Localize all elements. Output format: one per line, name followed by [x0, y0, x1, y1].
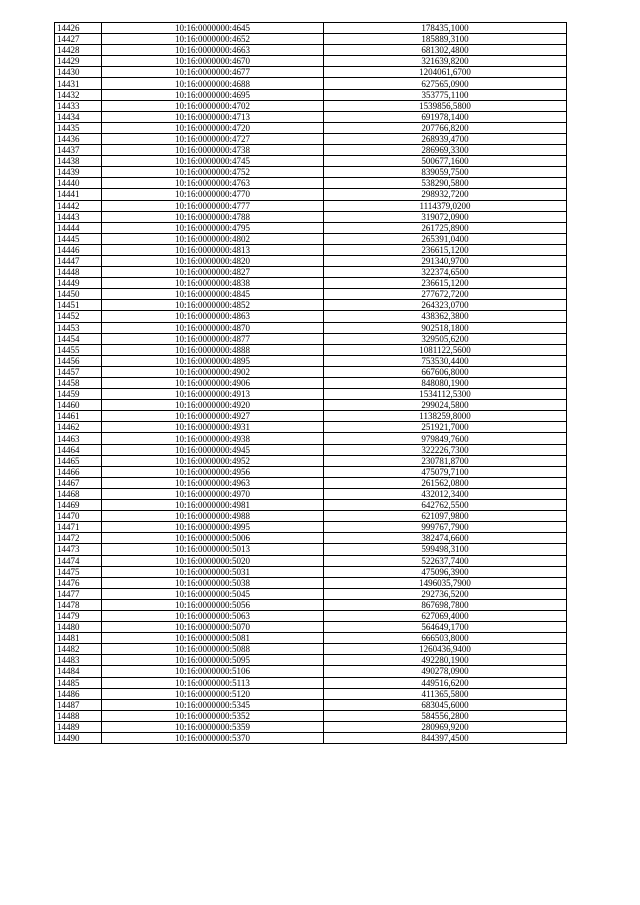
row-number-cell: 14436 — [55, 133, 102, 144]
row-number-cell: 14449 — [55, 278, 102, 289]
table-row — [55, 444, 567, 455]
row-number-cell: 14469 — [55, 500, 102, 511]
value-cell: 432012,3400 — [324, 488, 567, 499]
cadastral-number-cell: 10:16:0000000:4738 — [102, 145, 324, 156]
row-number-cell: 14472 — [55, 533, 102, 544]
cadastral-number-cell: 10:16:0000000:4695 — [102, 89, 324, 100]
row-number-cell: 14442 — [55, 200, 102, 211]
cadastral-number-cell: 10:16:0000000:4663 — [102, 45, 324, 56]
value-cell: 492280,1900 — [324, 655, 567, 666]
cadastral-number-cell: 10:16:0000000:4913 — [102, 389, 324, 400]
value-cell: 438362,3800 — [324, 311, 567, 322]
row-number-cell: 14447 — [55, 255, 102, 266]
table-row — [55, 389, 567, 400]
cadastral-number-cell: 10:16:0000000:5038 — [102, 577, 324, 588]
cadastral-number-cell: 10:16:0000000:4813 — [102, 244, 324, 255]
value-cell: 277672,7200 — [324, 289, 567, 300]
cadastral-number-cell: 10:16:0000000:5063 — [102, 610, 324, 621]
table-row — [55, 677, 567, 688]
table-row — [55, 255, 567, 266]
cadastral-number-cell: 10:16:0000000:4652 — [102, 34, 324, 45]
row-number-cell: 14470 — [55, 511, 102, 522]
table-row — [55, 34, 567, 45]
value-cell: 1534112,5300 — [324, 389, 567, 400]
value-cell: 999767,7900 — [324, 522, 567, 533]
value-cell: 867698,7800 — [324, 599, 567, 610]
cadastral-number-cell: 10:16:0000000:5045 — [102, 588, 324, 599]
row-number-cell: 14437 — [55, 145, 102, 156]
table-row — [55, 466, 567, 477]
cadastral-number-cell: 10:16:0000000:4802 — [102, 233, 324, 244]
value-cell: 353775,1100 — [324, 89, 567, 100]
row-number-cell: 14479 — [55, 610, 102, 621]
cadastral-number-cell: 10:16:0000000:4720 — [102, 122, 324, 133]
value-cell: 839059,7500 — [324, 167, 567, 178]
value-cell: 500677,1600 — [324, 156, 567, 167]
row-number-cell: 14457 — [55, 366, 102, 377]
value-cell: 902518,1800 — [324, 322, 567, 333]
value-cell: 522637,7400 — [324, 555, 567, 566]
cadastral-number-cell: 10:16:0000000:4906 — [102, 378, 324, 389]
cadastral-number-cell: 10:16:0000000:4956 — [102, 466, 324, 477]
cadastral-number-cell: 10:16:0000000:4713 — [102, 111, 324, 122]
row-number-cell: 14458 — [55, 378, 102, 389]
table-row — [55, 699, 567, 710]
cadastral-number-cell: 10:16:0000000:5070 — [102, 622, 324, 633]
row-number-cell: 14430 — [55, 67, 102, 78]
table-body — [55, 23, 567, 744]
table-row — [55, 477, 567, 488]
cadastral-number-cell: 10:16:0000000:4788 — [102, 211, 324, 222]
value-cell: 286969,3300 — [324, 145, 567, 156]
table-row — [55, 211, 567, 222]
table-row — [55, 244, 567, 255]
table-row — [55, 500, 567, 511]
table-row — [55, 633, 567, 644]
cadastral-number-cell: 10:16:0000000:5120 — [102, 688, 324, 699]
data-table — [54, 22, 567, 744]
row-number-cell: 14460 — [55, 400, 102, 411]
cadastral-number-cell: 10:16:0000000:5095 — [102, 655, 324, 666]
cadastral-number-cell: 10:16:0000000:5013 — [102, 544, 324, 555]
table-row — [55, 156, 567, 167]
row-number-cell: 14467 — [55, 477, 102, 488]
row-number-cell: 14483 — [55, 655, 102, 666]
value-cell: 321639,8200 — [324, 56, 567, 67]
row-number-cell: 14455 — [55, 344, 102, 355]
cadastral-number-cell: 10:16:0000000:4970 — [102, 488, 324, 499]
table-row — [55, 577, 567, 588]
value-cell: 261725,8900 — [324, 222, 567, 233]
row-number-cell: 14432 — [55, 89, 102, 100]
row-number-cell: 14439 — [55, 167, 102, 178]
value-cell: 298932,7200 — [324, 189, 567, 200]
table-row — [55, 688, 567, 699]
table-row — [55, 644, 567, 655]
table-row — [55, 189, 567, 200]
table-row — [55, 178, 567, 189]
cadastral-number-cell: 10:16:0000000:5113 — [102, 677, 324, 688]
table-row — [55, 322, 567, 333]
row-number-cell: 14451 — [55, 300, 102, 311]
row-number-cell: 14490 — [55, 733, 102, 744]
table-row — [55, 233, 567, 244]
row-number-cell: 14489 — [55, 721, 102, 732]
value-cell: 1496035,7900 — [324, 577, 567, 588]
cadastral-number-cell: 10:16:0000000:4902 — [102, 366, 324, 377]
table-row — [55, 599, 567, 610]
cadastral-number-cell: 10:16:0000000:4820 — [102, 255, 324, 266]
row-number-cell: 14446 — [55, 244, 102, 255]
cadastral-number-cell: 10:16:0000000:4863 — [102, 311, 324, 322]
table-row — [55, 733, 567, 744]
cadastral-number-cell: 10:16:0000000:4995 — [102, 522, 324, 533]
value-cell: 627565,0900 — [324, 78, 567, 89]
value-cell: 753530,4400 — [324, 355, 567, 366]
cadastral-number-cell: 10:16:0000000:4988 — [102, 511, 324, 522]
table-row — [55, 400, 567, 411]
row-number-cell: 14461 — [55, 411, 102, 422]
row-number-cell: 14488 — [55, 710, 102, 721]
value-cell: 627069,4000 — [324, 610, 567, 621]
value-cell: 1114379,0200 — [324, 200, 567, 211]
value-cell: 280969,9200 — [324, 721, 567, 732]
table-row — [55, 566, 567, 577]
row-number-cell: 14473 — [55, 544, 102, 555]
table-row — [55, 222, 567, 233]
cadastral-number-cell: 10:16:0000000:4963 — [102, 477, 324, 488]
value-cell: 268939,4700 — [324, 133, 567, 144]
value-cell: 236615,1200 — [324, 244, 567, 255]
cadastral-number-cell: 10:16:0000000:4763 — [102, 178, 324, 189]
row-number-cell: 14431 — [55, 78, 102, 89]
row-number-cell: 14454 — [55, 333, 102, 344]
table-row — [55, 511, 567, 522]
row-number-cell: 14466 — [55, 466, 102, 477]
cadastral-number-cell: 10:16:0000000:4931 — [102, 422, 324, 433]
table-row — [55, 422, 567, 433]
row-number-cell: 14426 — [55, 23, 102, 34]
value-cell: 449516,6200 — [324, 677, 567, 688]
table-row — [55, 289, 567, 300]
cadastral-number-cell: 10:16:0000000:4688 — [102, 78, 324, 89]
value-cell: 207766,8200 — [324, 122, 567, 133]
row-number-cell: 14464 — [55, 444, 102, 455]
value-cell: 382474,6600 — [324, 533, 567, 544]
table-row — [55, 344, 567, 355]
table-row — [55, 23, 567, 34]
row-number-cell: 14478 — [55, 599, 102, 610]
table-row — [55, 122, 567, 133]
table-row — [55, 78, 567, 89]
cadastral-number-cell: 10:16:0000000:4981 — [102, 500, 324, 511]
row-number-cell: 14440 — [55, 178, 102, 189]
cadastral-number-cell: 10:16:0000000:4895 — [102, 355, 324, 366]
row-number-cell: 14450 — [55, 289, 102, 300]
table-row — [55, 533, 567, 544]
value-cell: 475096,3900 — [324, 566, 567, 577]
table-row — [55, 721, 567, 732]
row-number-cell: 14468 — [55, 488, 102, 499]
cadastral-number-cell: 10:16:0000000:4888 — [102, 344, 324, 355]
value-cell: 681302,4800 — [324, 45, 567, 56]
row-number-cell: 14452 — [55, 311, 102, 322]
row-number-cell: 14485 — [55, 677, 102, 688]
value-cell: 667606,8000 — [324, 366, 567, 377]
table-row — [55, 488, 567, 499]
value-cell: 322226,7300 — [324, 444, 567, 455]
cadastral-number-cell: 10:16:0000000:4938 — [102, 433, 324, 444]
table-row — [55, 666, 567, 677]
row-number-cell: 14482 — [55, 644, 102, 655]
cadastral-number-cell: 10:16:0000000:4777 — [102, 200, 324, 211]
table-row — [55, 555, 567, 566]
row-number-cell: 14443 — [55, 211, 102, 222]
cadastral-number-cell: 10:16:0000000:5359 — [102, 721, 324, 732]
cadastral-number-cell: 10:16:0000000:4920 — [102, 400, 324, 411]
cadastral-number-cell: 10:16:0000000:4677 — [102, 67, 324, 78]
value-cell: 621097,9800 — [324, 511, 567, 522]
value-cell: 1260436,9400 — [324, 644, 567, 655]
row-number-cell: 14487 — [55, 699, 102, 710]
cadastral-number-cell: 10:16:0000000:4645 — [102, 23, 324, 34]
value-cell: 329505,6200 — [324, 333, 567, 344]
table-row — [55, 366, 567, 377]
cadastral-number-cell: 10:16:0000000:4702 — [102, 100, 324, 111]
table-row — [55, 333, 567, 344]
table-row — [55, 610, 567, 621]
table-row — [55, 455, 567, 466]
row-number-cell: 14474 — [55, 555, 102, 566]
value-cell: 261562,0800 — [324, 477, 567, 488]
cadastral-number-cell: 10:16:0000000:5088 — [102, 644, 324, 655]
row-number-cell: 14427 — [55, 34, 102, 45]
value-cell: 1539856,5800 — [324, 100, 567, 111]
row-number-cell: 14462 — [55, 422, 102, 433]
cadastral-number-cell: 10:16:0000000:5345 — [102, 699, 324, 710]
value-cell: 979849,7600 — [324, 433, 567, 444]
table-row — [55, 133, 567, 144]
value-cell: 411365,5800 — [324, 688, 567, 699]
table-row — [55, 622, 567, 633]
value-cell: 319072,0900 — [324, 211, 567, 222]
cadastral-number-cell: 10:16:0000000:5081 — [102, 633, 324, 644]
value-cell: 230781,8700 — [324, 455, 567, 466]
value-cell: 1081122,5600 — [324, 344, 567, 355]
table-row — [55, 355, 567, 366]
row-number-cell: 14428 — [55, 45, 102, 56]
cadastral-number-cell: 10:16:0000000:5370 — [102, 733, 324, 744]
table-row — [55, 200, 567, 211]
row-number-cell: 14453 — [55, 322, 102, 333]
table-row — [55, 45, 567, 56]
row-number-cell: 14448 — [55, 267, 102, 278]
value-cell: 1204061,6700 — [324, 67, 567, 78]
value-cell: 475079,7100 — [324, 466, 567, 477]
table-row — [55, 100, 567, 111]
value-cell: 322374,6500 — [324, 267, 567, 278]
row-number-cell: 14471 — [55, 522, 102, 533]
table-row — [55, 710, 567, 721]
table-row — [55, 267, 567, 278]
cadastral-number-cell: 10:16:0000000:4827 — [102, 267, 324, 278]
cadastral-number-cell: 10:16:0000000:4770 — [102, 189, 324, 200]
value-cell: 264323,0700 — [324, 300, 567, 311]
cadastral-number-cell: 10:16:0000000:5006 — [102, 533, 324, 544]
table-row — [55, 167, 567, 178]
table-row — [55, 56, 567, 67]
row-number-cell: 14438 — [55, 156, 102, 167]
cadastral-number-cell: 10:16:0000000:4870 — [102, 322, 324, 333]
value-cell: 236615,1200 — [324, 278, 567, 289]
cadastral-number-cell: 10:16:0000000:4727 — [102, 133, 324, 144]
row-number-cell: 14459 — [55, 389, 102, 400]
cadastral-number-cell: 10:16:0000000:5352 — [102, 710, 324, 721]
table-row — [55, 145, 567, 156]
row-number-cell: 14434 — [55, 111, 102, 122]
row-number-cell: 14444 — [55, 222, 102, 233]
value-cell: 599498,3100 — [324, 544, 567, 555]
row-number-cell: 14480 — [55, 622, 102, 633]
row-number-cell: 14463 — [55, 433, 102, 444]
row-number-cell: 14445 — [55, 233, 102, 244]
row-number-cell: 14456 — [55, 355, 102, 366]
cadastral-number-cell: 10:16:0000000:4852 — [102, 300, 324, 311]
row-number-cell: 14465 — [55, 455, 102, 466]
value-cell: 642762,5500 — [324, 500, 567, 511]
row-number-cell: 14435 — [55, 122, 102, 133]
row-number-cell: 14429 — [55, 56, 102, 67]
value-cell: 538290,5800 — [324, 178, 567, 189]
row-number-cell: 14481 — [55, 633, 102, 644]
cadastral-number-cell: 10:16:0000000:4945 — [102, 444, 324, 455]
cadastral-number-cell: 10:16:0000000:5106 — [102, 666, 324, 677]
cadastral-number-cell: 10:16:0000000:5056 — [102, 599, 324, 610]
cadastral-number-cell: 10:16:0000000:5031 — [102, 566, 324, 577]
table-row — [55, 522, 567, 533]
row-number-cell: 14484 — [55, 666, 102, 677]
value-cell: 666503,8000 — [324, 633, 567, 644]
cadastral-number-cell: 10:16:0000000:4845 — [102, 289, 324, 300]
cadastral-number-cell: 10:16:0000000:4877 — [102, 333, 324, 344]
table-row — [55, 655, 567, 666]
value-cell: 564649,1700 — [324, 622, 567, 633]
value-cell: 299024,5800 — [324, 400, 567, 411]
value-cell: 691978,1400 — [324, 111, 567, 122]
table-row — [55, 588, 567, 599]
table-row — [55, 411, 567, 422]
value-cell: 178435,1000 — [324, 23, 567, 34]
value-cell: 584556,2800 — [324, 710, 567, 721]
cadastral-number-cell: 10:16:0000000:4927 — [102, 411, 324, 422]
value-cell: 848080,1900 — [324, 378, 567, 389]
table-row — [55, 300, 567, 311]
row-number-cell: 14433 — [55, 100, 102, 111]
value-cell: 292736,5200 — [324, 588, 567, 599]
value-cell: 265391,0400 — [324, 233, 567, 244]
row-number-cell: 14486 — [55, 688, 102, 699]
cadastral-number-cell: 10:16:0000000:4752 — [102, 167, 324, 178]
cadastral-number-cell: 10:16:0000000:4952 — [102, 455, 324, 466]
table-row — [55, 67, 567, 78]
row-number-cell: 14475 — [55, 566, 102, 577]
cadastral-number-cell: 10:16:0000000:4670 — [102, 56, 324, 67]
table-row — [55, 89, 567, 100]
cadastral-number-cell: 10:16:0000000:4745 — [102, 156, 324, 167]
value-cell: 251921,7000 — [324, 422, 567, 433]
cadastral-number-cell: 10:16:0000000:5020 — [102, 555, 324, 566]
value-cell: 844397,4500 — [324, 733, 567, 744]
cadastral-number-cell: 10:16:0000000:4795 — [102, 222, 324, 233]
value-cell: 185889,3100 — [324, 34, 567, 45]
row-number-cell: 14441 — [55, 189, 102, 200]
table-row — [55, 111, 567, 122]
row-number-cell: 14476 — [55, 577, 102, 588]
table-row — [55, 433, 567, 444]
value-cell: 490278,0900 — [324, 666, 567, 677]
table-row — [55, 378, 567, 389]
row-number-cell: 14477 — [55, 588, 102, 599]
value-cell: 683045,6000 — [324, 699, 567, 710]
table-row — [55, 278, 567, 289]
table-row — [55, 311, 567, 322]
cadastral-number-cell: 10:16:0000000:4838 — [102, 278, 324, 289]
table-row — [55, 544, 567, 555]
value-cell: 1138259,8000 — [324, 411, 567, 422]
value-cell: 291340,9700 — [324, 255, 567, 266]
